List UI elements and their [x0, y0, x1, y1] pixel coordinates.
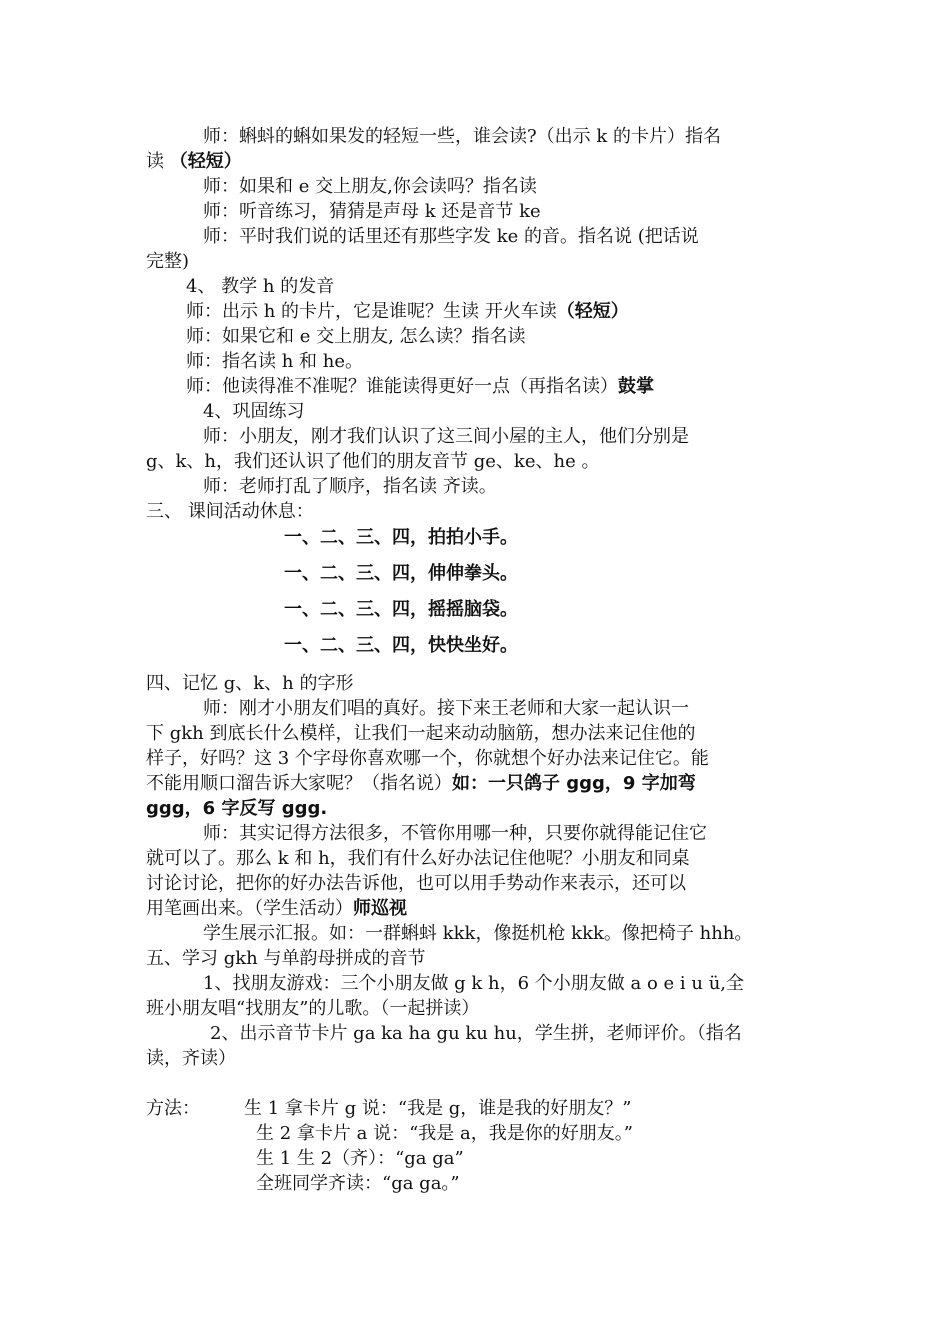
- text-line: [146, 897, 811, 922]
- text-line: 下 gkh 到底长什么模样，让我们一起来动动脑筋，想办法来记住他的: [146, 723, 696, 744]
- text-line: [186, 300, 851, 325]
- text-line: g、k、h，我们还认识了他们的朋友音节 ge、ke、he 。: [146, 451, 600, 472]
- text-span: 师：出示 h 的卡片，它是谁呢？生读 开火车读: [186, 301, 557, 322]
- bold-text: 如：一只鸽子 ggg，9 字加弯: [452, 773, 696, 794]
- method-line: 生 1 拿卡片 g 说：“我是 g，谁是我的好朋友？”: [244, 1098, 632, 1119]
- text-line: [146, 150, 811, 175]
- chant-line: 一、二、三、四，摇摇脑袋。: [284, 599, 518, 620]
- text-line: 样子，好吗？这 3 个字母你喜欢哪一个，你就想个好办法来记住它。能: [146, 748, 709, 769]
- bold-text: （轻短）: [556, 301, 629, 322]
- text-line: 班小朋友唱“找朋友”的儿歌。（一起拼读）: [146, 998, 480, 1019]
- text-span: 用笔画出来。（学生活动）: [146, 898, 353, 919]
- bold-text-line: ggg，6 字反写 ggg.: [146, 798, 328, 819]
- text-line: [186, 375, 851, 400]
- text-line: 师：老师打乱了顺序，指名读 齐读。: [203, 476, 497, 497]
- method-label: 方法：: [146, 1098, 200, 1119]
- chant-line: 一、二、三、四，伸伸拳头。: [284, 563, 518, 584]
- text-line: 师：小朋友，刚才我们认识了这三间小屋的主人，他们分别是: [203, 426, 689, 447]
- bold-text: 师巡视: [353, 898, 407, 919]
- text-line: 师：蝌蚪的蝌如果发的轻短一些，谁会读?（出示 k 的卡片）指名: [203, 126, 721, 147]
- method-line: 全班同学齐读：“ga ga。”: [256, 1173, 460, 1194]
- text-line: [146, 772, 811, 797]
- text-span: 不能用顺口溜告诉大家呢？（指名说）: [146, 773, 452, 794]
- section-heading: 三、 课间活动休息：: [146, 501, 314, 522]
- text-line: 师：如果它和 e 交上朋友, 怎么读？指名读: [186, 326, 526, 347]
- text-line: 讨论讨论，把你的好办法告诉他，也可以用手势动作来表示，还可以: [146, 873, 686, 894]
- text-line: 师：如果和 e 交上朋友,你会读吗？指名读: [203, 176, 537, 197]
- text-line: 2、出示音节卡片 ga ka ha gu ku hu，学生拼，老师评价。（指名: [210, 1023, 742, 1044]
- text-line: 师：刚才小朋友们唱的真好。接下来王老师和大家一起认识一: [203, 698, 689, 719]
- section-heading: 4、巩固练习: [203, 401, 305, 422]
- section-heading: 四、记忆 g、k、h 的字形: [146, 673, 354, 694]
- text-line: 完整): [146, 251, 190, 272]
- text-line: 读，齐读）: [146, 1048, 236, 1069]
- section-heading: 4、 教学 h 的发音: [186, 276, 335, 297]
- text-line: 师：听音练习，猜猜是声母 k 还是音节 ke: [203, 201, 541, 222]
- bold-text: 鼓掌: [618, 376, 654, 397]
- chant-line: 一、二、三、四，拍拍小手。: [284, 527, 518, 548]
- method-line: 生 2 拿卡片 a 说：“我是 a，我是你的好朋友。”: [256, 1123, 633, 1144]
- section-heading: 五、学习 gkh 与单韵母拼成的音节: [146, 948, 426, 969]
- text-line: 1、找朋友游戏：三个小朋友做 g k h，6 个小朋友做 a o e i u ü,全: [203, 973, 745, 994]
- text-line: 就可以了。那么 k 和 h，我们有什么好办法记住他呢？小朋友和同桌: [146, 848, 690, 869]
- text-line: 师：平时我们说的话里还有那些字发 ke 的音。指名说 (把话说: [203, 226, 699, 247]
- text-line: 师：指名读 h 和 he。: [186, 351, 364, 372]
- chant-line: 一、二、三、四，快快坐好。: [284, 635, 518, 656]
- text-line: 学生展示汇报。如：一群蝌蚪 kkk，像挺机枪 kkk。像把椅子 hhh。: [203, 923, 753, 944]
- text-span: 读: [146, 151, 164, 172]
- bold-text: （轻短）: [169, 151, 242, 172]
- text-line: 师：其实记得方法很多，不管你用哪一种，只要你就得能记住它: [203, 823, 707, 844]
- text-span: 师：他读得准不准呢？谁能读得更好一点（再指名读）: [186, 376, 618, 397]
- method-line: 生 1 生 2（齐）：“ga ga”: [256, 1148, 464, 1169]
